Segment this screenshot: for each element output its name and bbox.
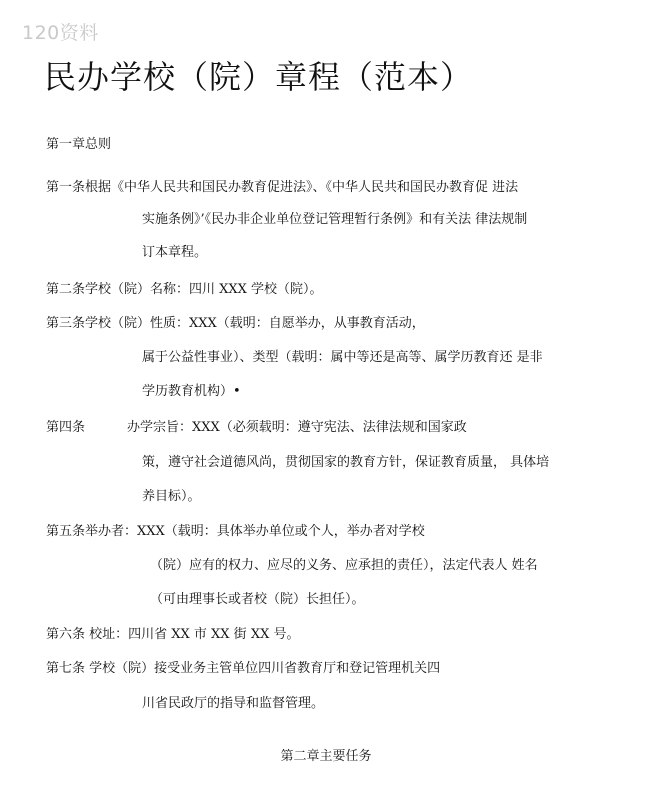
chapter-heading: 第一章总则 <box>46 137 112 152</box>
article-4-line-2: 策，遵守社会道德风尚，贯彻国家的教育方针，保证教育质量， 具体培 <box>142 455 550 470</box>
article-5-line-1: 第五条举办者：XXX（载明：具体举办单位或个人，举办者对学校 <box>46 524 425 539</box>
article-3-line-2: 属于公益性事业）、类型（载明：属中等还是高等、属学历教育还 是非 <box>142 350 543 365</box>
article-1-line-1: 第一条根据《中华人民共和国民办教育促进法》、《中华人民共和国民办教育促 进法 <box>46 180 519 195</box>
article-5-line-3: （可由理事长或者校（院）长担任）。 <box>150 592 365 607</box>
watermark: 120资料 <box>22 22 99 44</box>
article-3-line-1: 第三条学校（院）性质：XXX（载明：自愿举办，从事教育活动， <box>46 316 425 331</box>
article-1-line-3: 订本章程。 <box>142 245 208 260</box>
article-7-line-1: 第七条 学校（院）接受业务主管单位四川省教育厅和登记管理机关四 <box>46 661 441 676</box>
article-4-line-3: 养目标）。 <box>142 489 201 504</box>
article-4-line-1 <box>46 420 467 436</box>
article-5-line-2: （院）应有的权力、应尽的义务、应承担的责任），法定代表人 姓名 <box>150 558 538 573</box>
article-4-label: 第四条 <box>46 420 86 435</box>
document-title: 民办学校（院）章程（范本） <box>44 58 474 96</box>
article-3-line-3: 学历教育机构）• <box>142 384 241 399</box>
article-7-line-2: 川省民政厅的指导和监督管理。 <box>142 696 325 711</box>
article-4-text: 办学宗旨：XXX（必须载明：遵守宪法、法律法规和国家政 <box>127 420 467 435</box>
chapter-2-heading: 第二章主要任务 <box>280 749 372 764</box>
article-6-line-1: 第六条 校址：四川省 XX 市 XX 街 XX 号。 <box>46 627 300 642</box>
article-1-line-2: 实施条例》’《民办非企业单位登记管理暂行条例》和有关法 律法规制 <box>142 212 528 227</box>
article-2-line-1: 第二条学校（院）名称：四川 XXX 学校（院）。 <box>46 282 323 297</box>
